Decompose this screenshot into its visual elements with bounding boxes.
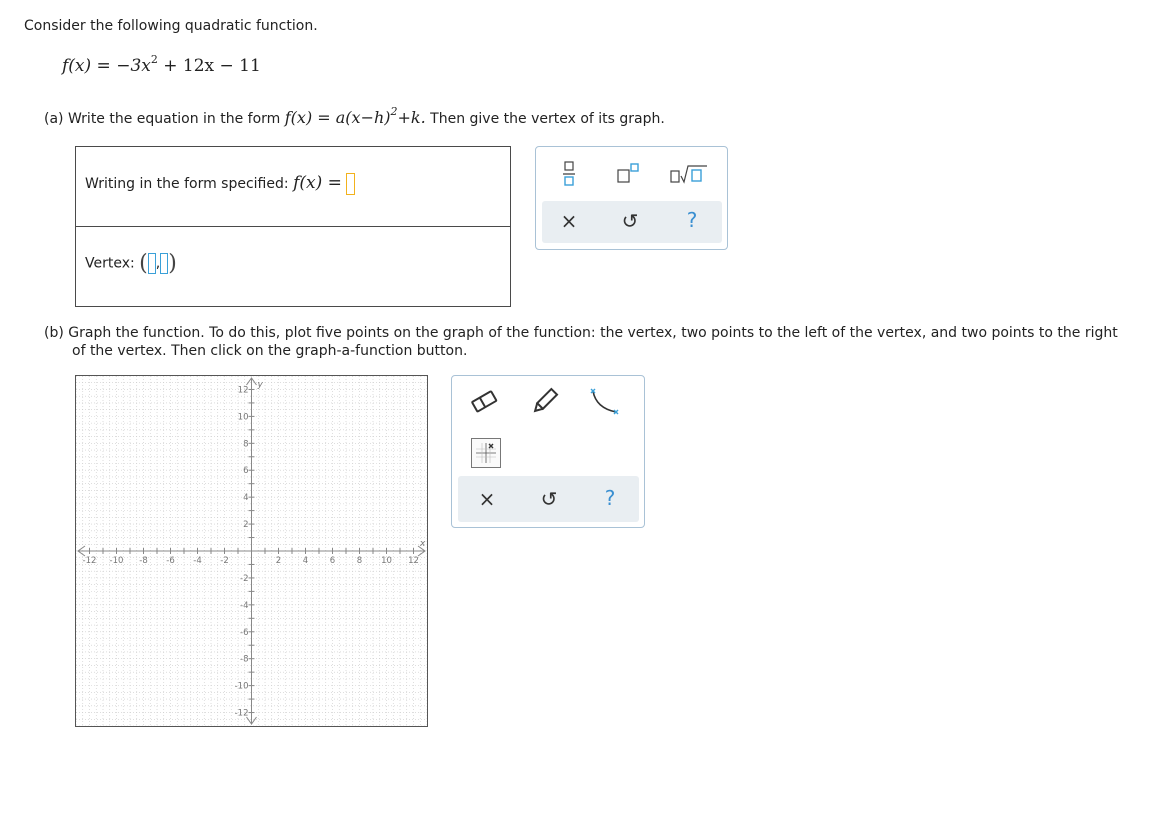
- x-tick-label: 4: [302, 556, 309, 566]
- y-tick-label: 12: [237, 385, 249, 396]
- eraser-icon[interactable]: [469, 388, 499, 414]
- y-tick-label: -6: [240, 627, 249, 638]
- y-tick-label: 10: [237, 412, 249, 423]
- x-tick-label: 2: [275, 556, 282, 566]
- function-expression: [62, 53, 261, 76]
- x-tick-label: -4: [193, 556, 202, 566]
- vertex-x-input[interactable]: [148, 253, 156, 274]
- vertex-comma: ,: [155, 255, 161, 272]
- curve-icon[interactable]: [590, 388, 620, 416]
- y-tick-label: 2: [243, 520, 249, 531]
- form-post: +k.: [397, 108, 426, 127]
- form-pre: f(x) = a(x−h): [284, 108, 391, 127]
- x-tick-label: -10: [109, 556, 124, 566]
- exponent-icon[interactable]: [616, 163, 640, 185]
- y-tick-label: -4: [240, 600, 249, 611]
- x-tick-label: -8: [139, 556, 148, 566]
- y-tick-label: -10: [234, 681, 249, 692]
- graph-help-button[interactable]: ?: [604, 486, 616, 510]
- function-exponent: 2: [150, 53, 158, 66]
- graph-clear-button[interactable]: ×: [478, 487, 496, 511]
- writing-form-row: [85, 173, 355, 195]
- part-b-line-1: (b) Graph the function. To do this, plot five points on the graph of the function: the vertex, two points to the left of the vertex, and two points to the right: [44, 325, 1118, 341]
- x-tick-label: -2: [220, 556, 229, 566]
- part-b-prompt: [44, 324, 1154, 360]
- writing-form-cell: [75, 146, 511, 227]
- writing-form-fx: f(x) =: [293, 173, 342, 193]
- y-tick-label: 4: [243, 493, 249, 504]
- help-button[interactable]: ?: [686, 208, 698, 232]
- sqrt-icon[interactable]: [670, 163, 708, 185]
- graph-function-icon[interactable]: [471, 438, 501, 468]
- x-tick-label: 8: [356, 556, 363, 566]
- y-axis-label: y: [257, 380, 263, 390]
- y-tick-label: -12: [234, 708, 249, 719]
- x-tick-label: -12: [82, 556, 97, 566]
- vertex-close-paren: ): [168, 251, 177, 276]
- undo-button[interactable]: ↺: [621, 209, 639, 233]
- form-expression: [284, 105, 426, 127]
- part-a-prompt-end: Then give the vertex of its graph.: [430, 111, 665, 127]
- keypad-a-actions: [542, 201, 722, 243]
- form-exponent: 2: [390, 105, 398, 118]
- graph-undo-button[interactable]: ↺: [540, 487, 558, 511]
- clear-button[interactable]: ×: [560, 209, 578, 233]
- part-a-prompt-start: (a) Write the equation in the form: [44, 111, 281, 127]
- y-tick-label: 6: [243, 466, 249, 477]
- graph-toolbar: [451, 375, 645, 528]
- coordinate-grid[interactable]: [76, 376, 427, 726]
- vertex-cell: [75, 226, 511, 307]
- intro-text: Consider the following quadratic function.: [24, 18, 318, 34]
- part-b-line-2: of the vertex. Then click on the graph-a-function button.: [72, 343, 468, 359]
- vertex-label: Vertex:: [85, 255, 135, 272]
- writing-form-label: Writing in the form specified:: [85, 176, 289, 192]
- math-keypad: [535, 146, 728, 250]
- pencil-icon[interactable]: [530, 386, 560, 416]
- vertex-row: [85, 251, 177, 276]
- fraction-icon[interactable]: [560, 160, 578, 188]
- y-tick-label: -2: [240, 573, 249, 584]
- part-a-prompt: [44, 105, 665, 127]
- y-tick-label: -8: [240, 654, 249, 665]
- graph-area[interactable]: [75, 375, 428, 727]
- equation-input[interactable]: [346, 173, 355, 195]
- function-rhs: + 12x − 11: [163, 56, 261, 76]
- x-tick-label: 6: [329, 556, 336, 566]
- x-tick-label: 12: [408, 556, 419, 566]
- function-lhs: f(x) = −3x: [62, 56, 151, 76]
- toolbar-b-actions: [458, 476, 639, 522]
- y-tick-label: 8: [243, 439, 249, 450]
- x-axis-label: x: [420, 539, 426, 549]
- x-tick-label: 10: [381, 556, 392, 566]
- x-tick-label: -6: [166, 556, 175, 566]
- vertex-open-paren: (: [139, 251, 148, 276]
